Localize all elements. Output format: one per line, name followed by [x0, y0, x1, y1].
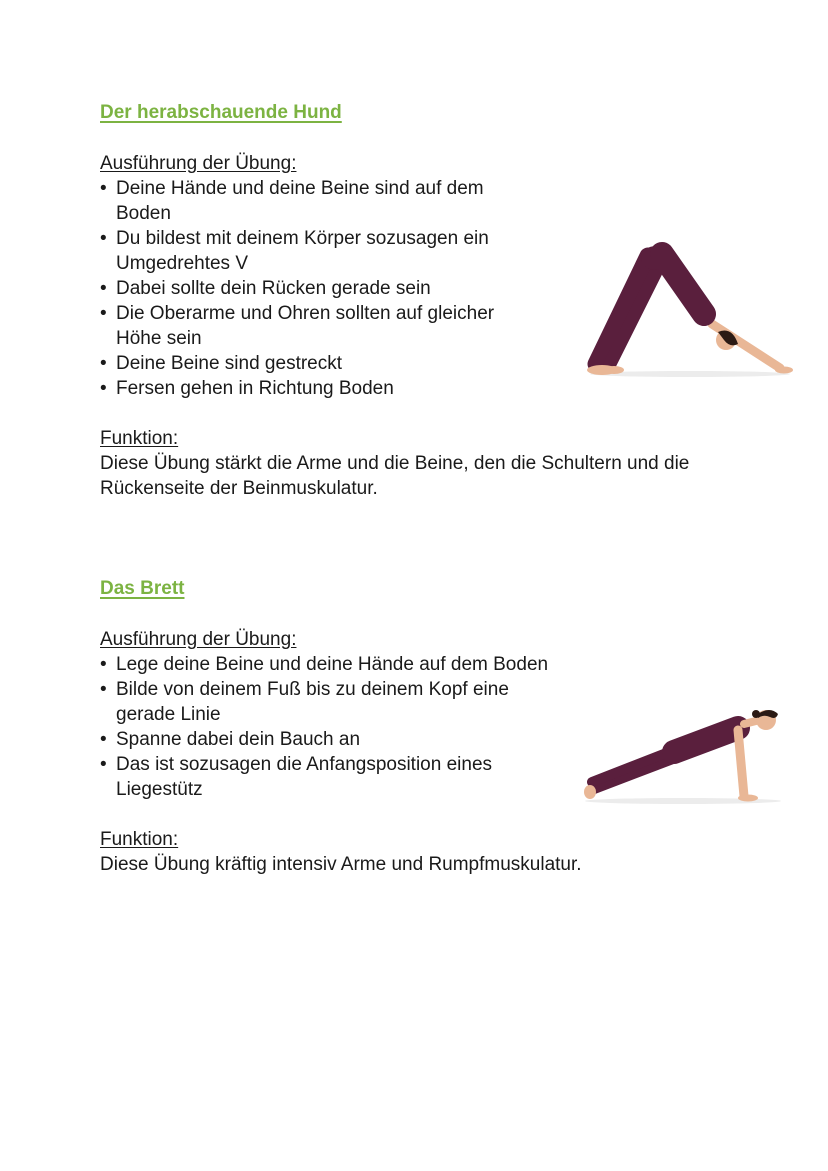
list-item: • Du bildest mit deinem Körper sozusagen ein Umgedrehtes V	[100, 226, 540, 276]
execution-label: Ausführung der Übung:	[100, 629, 297, 650]
list-item: • Deine Hände und deine Beine sind auf dem Boden	[100, 176, 540, 226]
plank-figure	[578, 702, 788, 807]
downward-dog-figure	[580, 240, 800, 380]
list-item: • Deine Beine sind gestreckt	[100, 351, 540, 376]
function-text: Diese Übung stärkt die Arme und die Beine, den die Schultern und die Rückenseite der Beinmuskulatur.	[100, 453, 690, 499]
steps-list	[100, 652, 550, 802]
function-text: Diese Übung kräftig intensiv Arme und Rumpfmuskulatur.	[100, 854, 582, 875]
list-item: • Dabei sollte dein Rücken gerade sein	[100, 276, 540, 301]
steps-list	[100, 176, 540, 401]
execution-label: Ausführung der Übung:	[100, 153, 297, 174]
list-item: • Spanne dabei dein Bauch an	[100, 727, 550, 752]
function-label: Funktion:	[100, 829, 179, 850]
list-item: • Das ist sozusagen die Anfangsposition eines Liegestütz	[100, 752, 550, 802]
list-item: • Lege deine Beine und deine Hände auf dem Boden	[100, 652, 550, 677]
section-title: Das Brett	[100, 578, 185, 599]
list-item: • Fersen gehen in Richtung Boden	[100, 376, 540, 401]
function-label: Funktion:	[100, 428, 179, 449]
list-item: • Die Oberarme und Ohren sollten auf gleicher Höhe sein	[100, 301, 540, 351]
list-item: • Bilde von deinem Fuß bis zu deinem Kopf eine gerade Linie	[100, 677, 550, 727]
section-title: Der herabschauende Hund	[100, 102, 342, 123]
